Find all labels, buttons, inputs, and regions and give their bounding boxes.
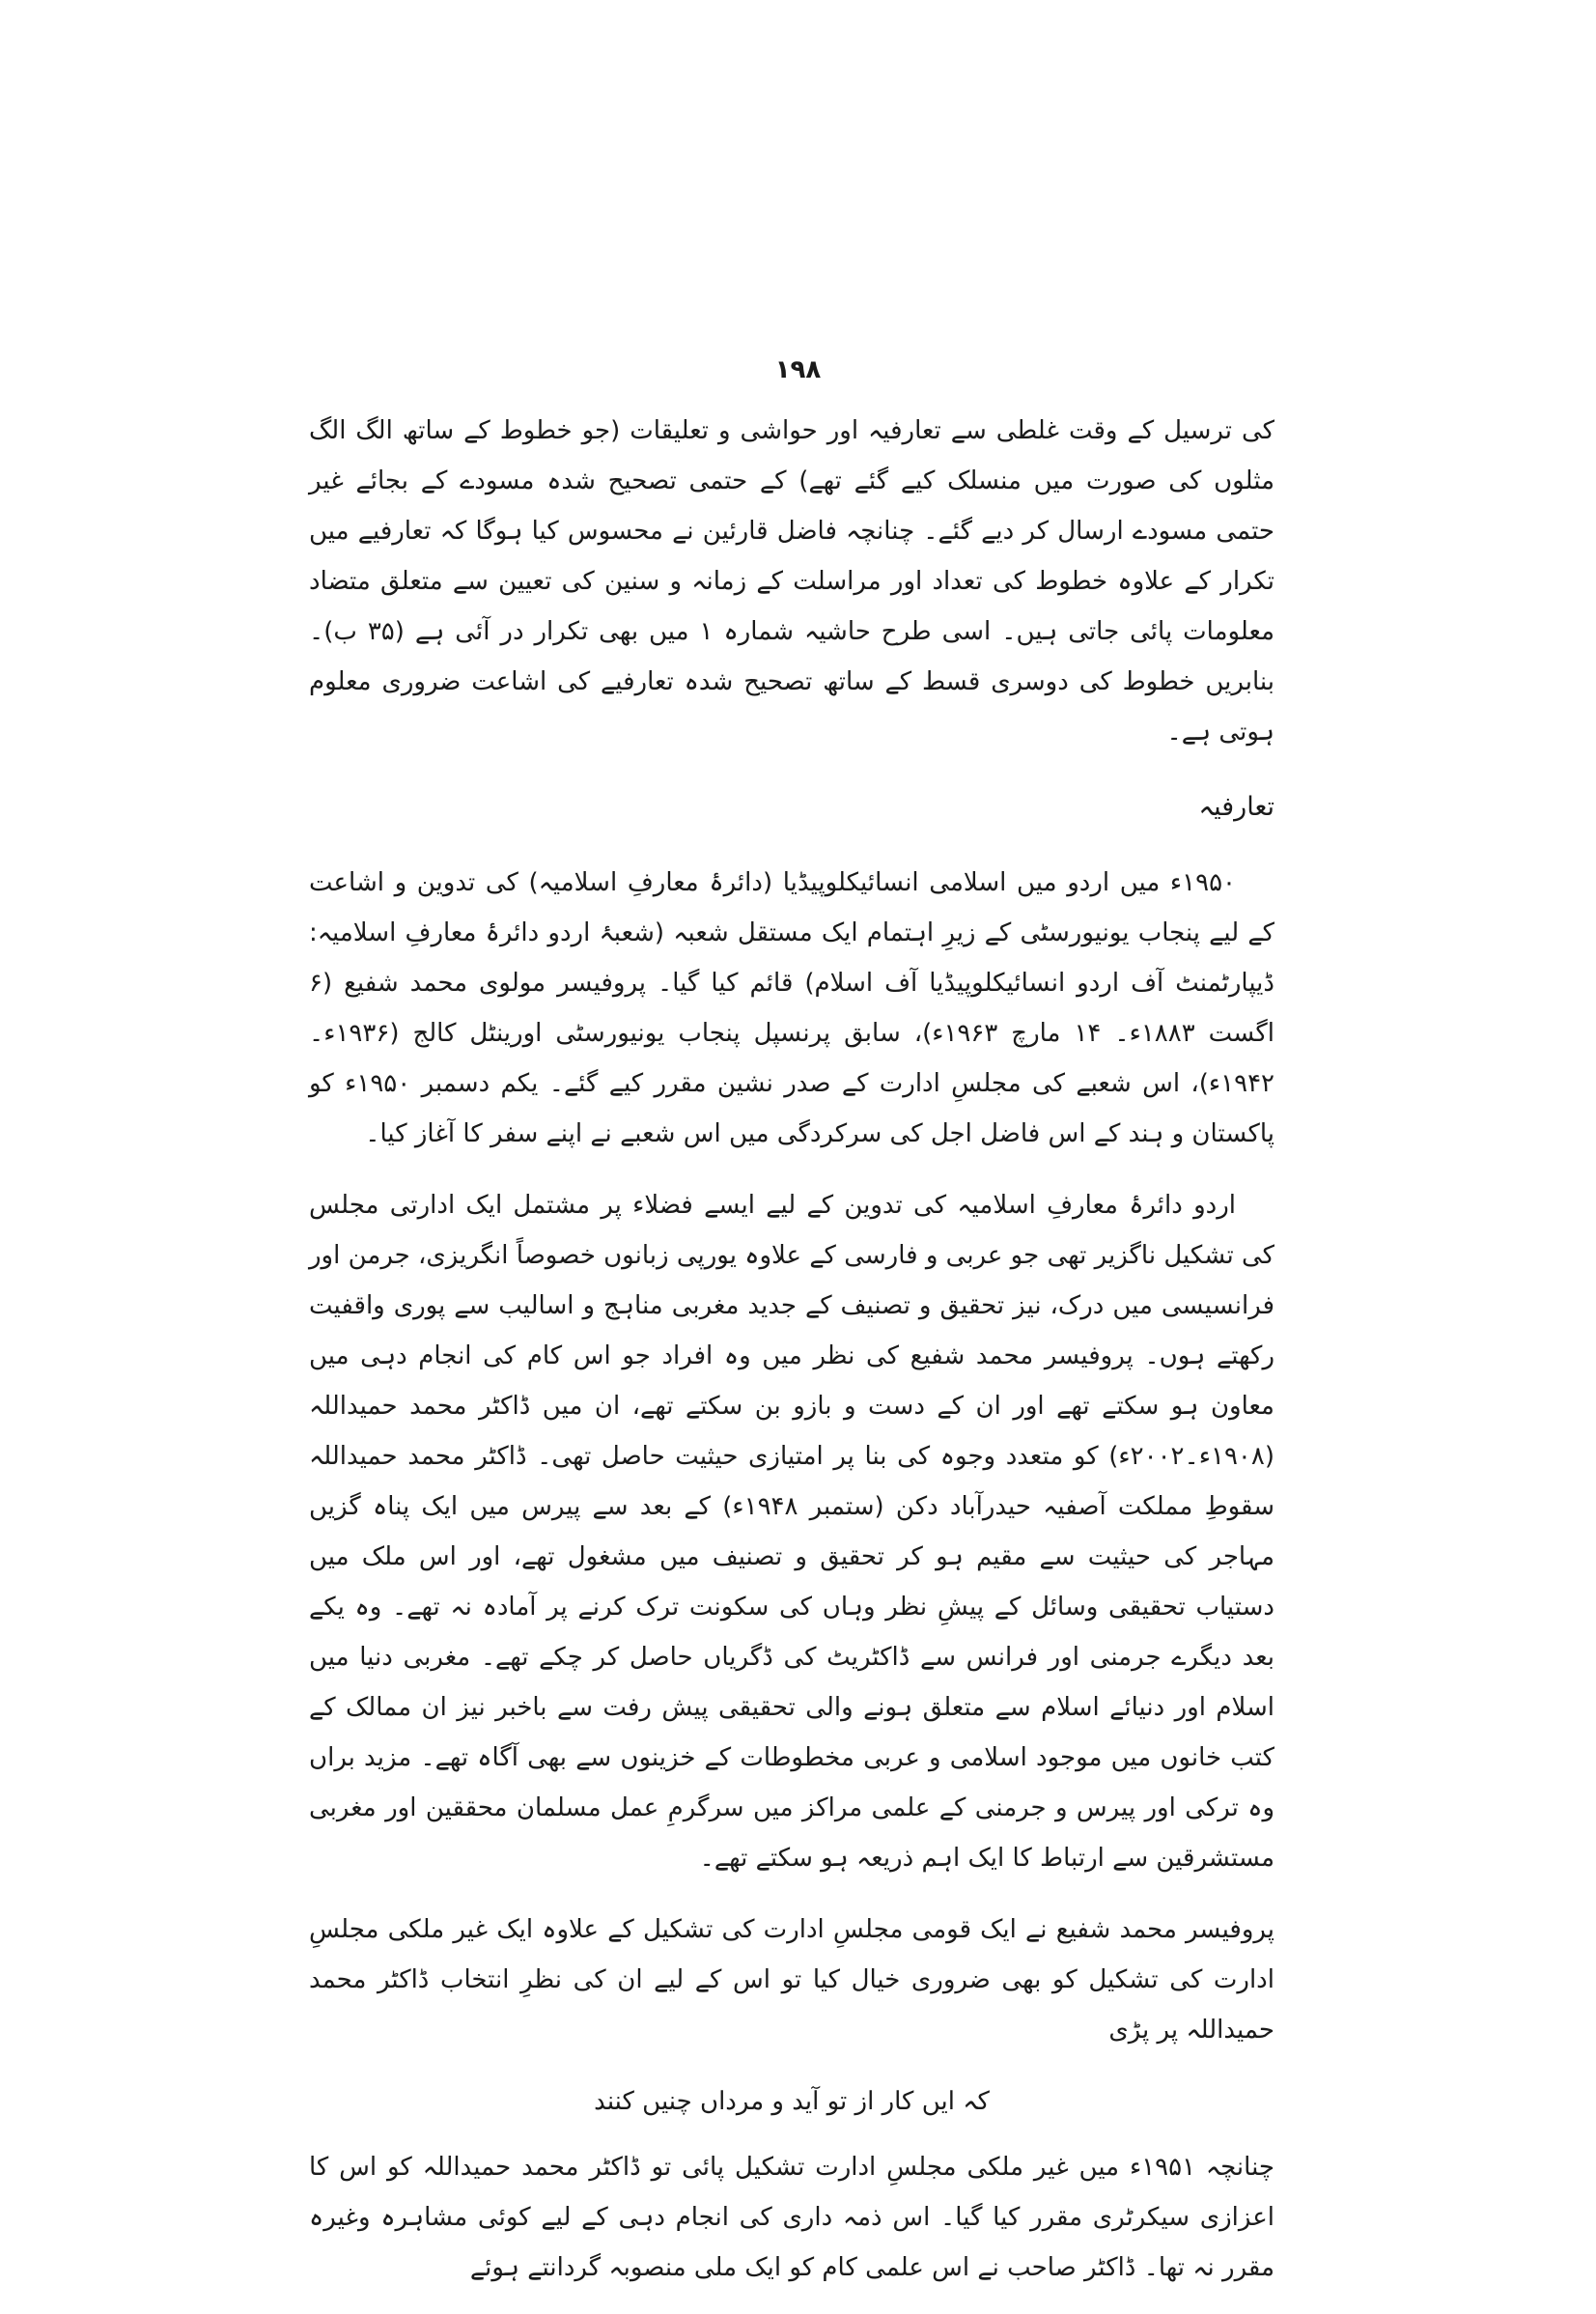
paragraph-4: چنانچہ ۱۹۵۱ء میں غیر ملکی مجلسِ ادارت تشکیل پائی تو ڈاکٹر محمد حمیداللہ کو اس کا اعزازی سیکرٹری مقرر کیا گیا۔ اس ذمہ داری کی انجام دہی کے لیے کوئی مشاہرہ وغیرہ مقرر نہ تھا۔ ڈاکٹر صاحب نے اس علمی کام کو ایک ملی منصوبہ گردانتے ہوئے	[309, 2153, 1275, 2282]
paragraph-1: ۱۹۵۰ء میں اردو میں اسلامی انسائیکلوپیڈیا (دائرۂ معارفِ اسلامیہ) کی تدوین و اشاعت کے لیے پنجاب یونیورسٹی کے زیرِ اہتمام ایک مستقل شعبہ (شعبۂ اردو دائرۂ معارفِ اسلامیہ: ڈیپارٹمنٹ آف اردو انسائیکلوپیڈیا آف اسلام) قائم کیا گیا۔ پروفیسر مولوی محمد شفیع (۶ اگست ۱۸۸۳ء۔ ۱۴ مارچ ۱۹۶۳ء)، سابق پرنسپل پنجاب یونیورسٹی اورینٹل کالج (۱۹۳۶ء۔۱۹۴۲ء)، اس شعبے کی مجلسِ ادارت کے صدر نشین مقرر کیے گئے۔ یکم دسمبر ۱۹۵۰ء کو پاکستان و ہند کے اس فاضل اجل کی سرکردگی میں اس شعبے نے اپنے سفر کا آغاز کیا۔	[309, 868, 1274, 1148]
document-body	[309, 406, 1274, 2314]
paragraph-3: پروفیسر محمد شفیع نے ایک قومی مجلسِ ادارت کی تشکیل کے علاوہ ایک غیر ملکی مجلسِ ادارت کی تشکیل کو بھی ضروری خیال کیا تو اس کے لیے ان کی نظرِ انتخاب ڈاکٹر محمد حمیداللہ پر پڑی	[309, 1915, 1274, 2045]
paragraph-2: اردو دائرۂ معارفِ اسلامیہ کی تدوین کے لیے ایسے فضلاء پر مشتمل ایک ادارتی مجلس کی تشکیل ناگزیر تھی جو عربی و فارسی کے علاوہ یورپی زبانوں خصوصاً انگریزی، جرمن اور فرانسیسی میں درک، نیز تحقیق و تصنیف کے جدید مغربی مناہج و اسالیب سے پوری واقفیت رکھتے ہوں۔ پروفیسر محمد شفیع کی نظر میں وہ افراد جو اس کام کی انجام دہی میں معاون ہو سکتے تھے اور ان کے دست و بازو بن سکتے تھے، ان میں ڈاکٹر محمد حمیداللہ (۱۹۰۸ء۔۲۰۰۲ء) کو متعدد وجوہ کی بنا پر امتیازی حیثیت حاصل تھی۔ ڈاکٹر محمد حمیداللہ سقوطِ مملکت آصفیہ حیدرآباد دکن (ستمبر ۱۹۴۸ء) کے بعد سے پیرس میں ایک پناہ گزیں مہاجر کی حیثیت سے مقیم ہو کر تحقیق و تصنیف میں مشغول تھے، اور اس ملک میں دستیاب تحقیقی وسائل کے پیشِ نظر وہاں کی سکونت ترک کرنے پر آمادہ نہ تھے۔ وہ یکے بعد دیگرے جرمنی اور فرانس سے ڈاکٹریٹ کی ڈگریاں حاصل کر چکے تھے۔ مغربی دنیا میں اسلام اور دنیائے اسلام سے متعلق ہونے والی تحقیقی پیش رفت سے باخبر نیز ان ممالک کے کتب خانوں میں موجود اسلامی و عربی مخطوطات کے خزینوں سے بھی آگاہ تھے۔ مزید براں وہ ترکی اور پیرس و جرمنی کے علمی مراکز میں سرگرمِ عمل مسلمان محققین اور مغربی مستشرقین سے ارتباط کا ایک اہم ذریعہ ہو سکتے تھے۔	[309, 1191, 1274, 1873]
intro-paragraph: کی ترسیل کے وقت غلطی سے تعارفیہ اور حواشی و تعلیقات (جو خطوط کے ساتھ الگ الگ مثلوں کی صورت میں منسلک کیے گئے تھے) کے حتمی تصحیح شدہ مسودے کے بجائے غیر حتمی مسودے ارسال کر دیے گئے۔ چنانچہ فاضل قارئین نے محسوس کیا ہوگا کہ تعارفیے میں تکرار کے علاوہ خطوط کی تعداد اور مراسلت کے زمانہ و سنین کی تعیین سے متعلق متضاد معلومات پائی جاتی ہیں۔ اسی طرح حاشیہ شمارہ ۱ میں بھی تکرار در آئی ہے (۳۵ ب)۔ بنابریں خطوط کی دوسری قسط کے ساتھ تصحیح شدہ تعارفیے کی اشاعت ضروری معلوم ہوتی ہے۔	[309, 416, 1274, 747]
page-number: ۱۹۸	[774, 355, 822, 384]
section-heading: تعارفیہ	[1198, 792, 1274, 822]
persian-verse: کہ ایں کار از تو آید و مرداں چنیں کنند	[594, 2087, 990, 2116]
